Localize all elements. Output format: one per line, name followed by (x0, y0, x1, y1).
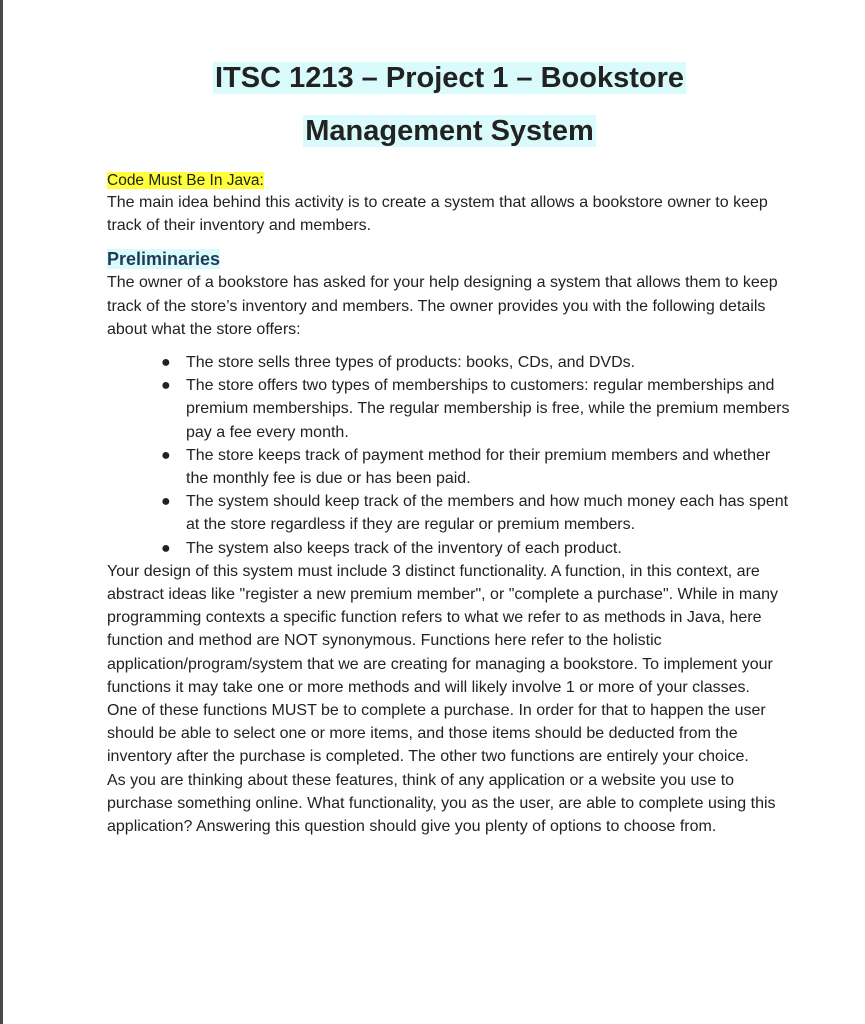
purchase-paragraph: One of these functions MUST be to complete a purchase. In order for that to happen the user should be able to select one or more items, and those items should be deducted from the inventory after the purchase is completed. The other two functions are entirely your choice. (107, 702, 766, 766)
list-item-text: The store offers two types of memberships to customers: regular memberships and premium memberships. The regular membership is free, while the premium members pay a fee every month. (186, 377, 790, 441)
bullet-icon: ● (161, 493, 171, 511)
java-requirement-text: Code Must Be In Java: (107, 172, 264, 189)
document-title (107, 52, 792, 158)
list-item (161, 490, 792, 536)
list-item-text: The store keeps track of payment method for their premium members and whether the monthly fee is due or has been paid. (186, 446, 771, 488)
list-item-text: The system should keep track of the members and how much money each has spent at the store regardless if they are regular or premium members. (186, 493, 789, 534)
list-item (161, 537, 792, 560)
bullet-icon: ● (161, 377, 171, 395)
store-details-list (107, 351, 792, 560)
document-page (107, 52, 792, 838)
title-line-1: ITSC 1213 – Project 1 – Bookstore (214, 62, 685, 94)
bullet-icon: ● (161, 539, 171, 557)
bullet-icon: ● (161, 446, 171, 464)
intro-paragraph: The main idea behind this activity is to create a system that allows a bookstore owner to keep track of their inventory and members. (107, 194, 768, 235)
list-item (161, 374, 792, 444)
preliminaries-heading (107, 247, 792, 271)
java-requirement-note (107, 170, 792, 191)
features-paragraph: As you are thinking about these features, think of any application or a website you use to purchase something online. What functionality, you as the user, are able to complete using this application? Answering this question should give you plenty of options to choose from. (107, 771, 776, 836)
preliminaries-heading-text: Preliminaries (107, 249, 221, 270)
list-item-text: The system also keeps track of the inventory of each product. (186, 539, 622, 557)
list-item-text: The store sells three types of products: books, CDs, and DVDs. (186, 354, 636, 372)
title-line-2: Management System (305, 115, 594, 147)
bullet-icon: ● (161, 354, 171, 372)
design-paragraph: Your design of this system must include 3 distinct functionality. A function, in this context, are abstract ideas like "register a new premium member", or "complete a purchase". While in many programming contexts a specific function refers to what we refer to as methods in Java, here function and method are NOT synonymous. Functions here refer to the holistic application/program/system that we are creating for managing a bookstore. To implement your functions it may take one or more methods and will likely involve 1 or more of your classes. (107, 562, 778, 696)
owner-paragraph: The owner of a bookstore has asked for your help designing a system that allows them to keep track of the store’s inventory and members. The owner provides you with the following details about what the store offers: (107, 274, 778, 338)
list-item (161, 444, 792, 490)
list-item (161, 351, 792, 374)
page-left-edge (0, 0, 3, 1024)
